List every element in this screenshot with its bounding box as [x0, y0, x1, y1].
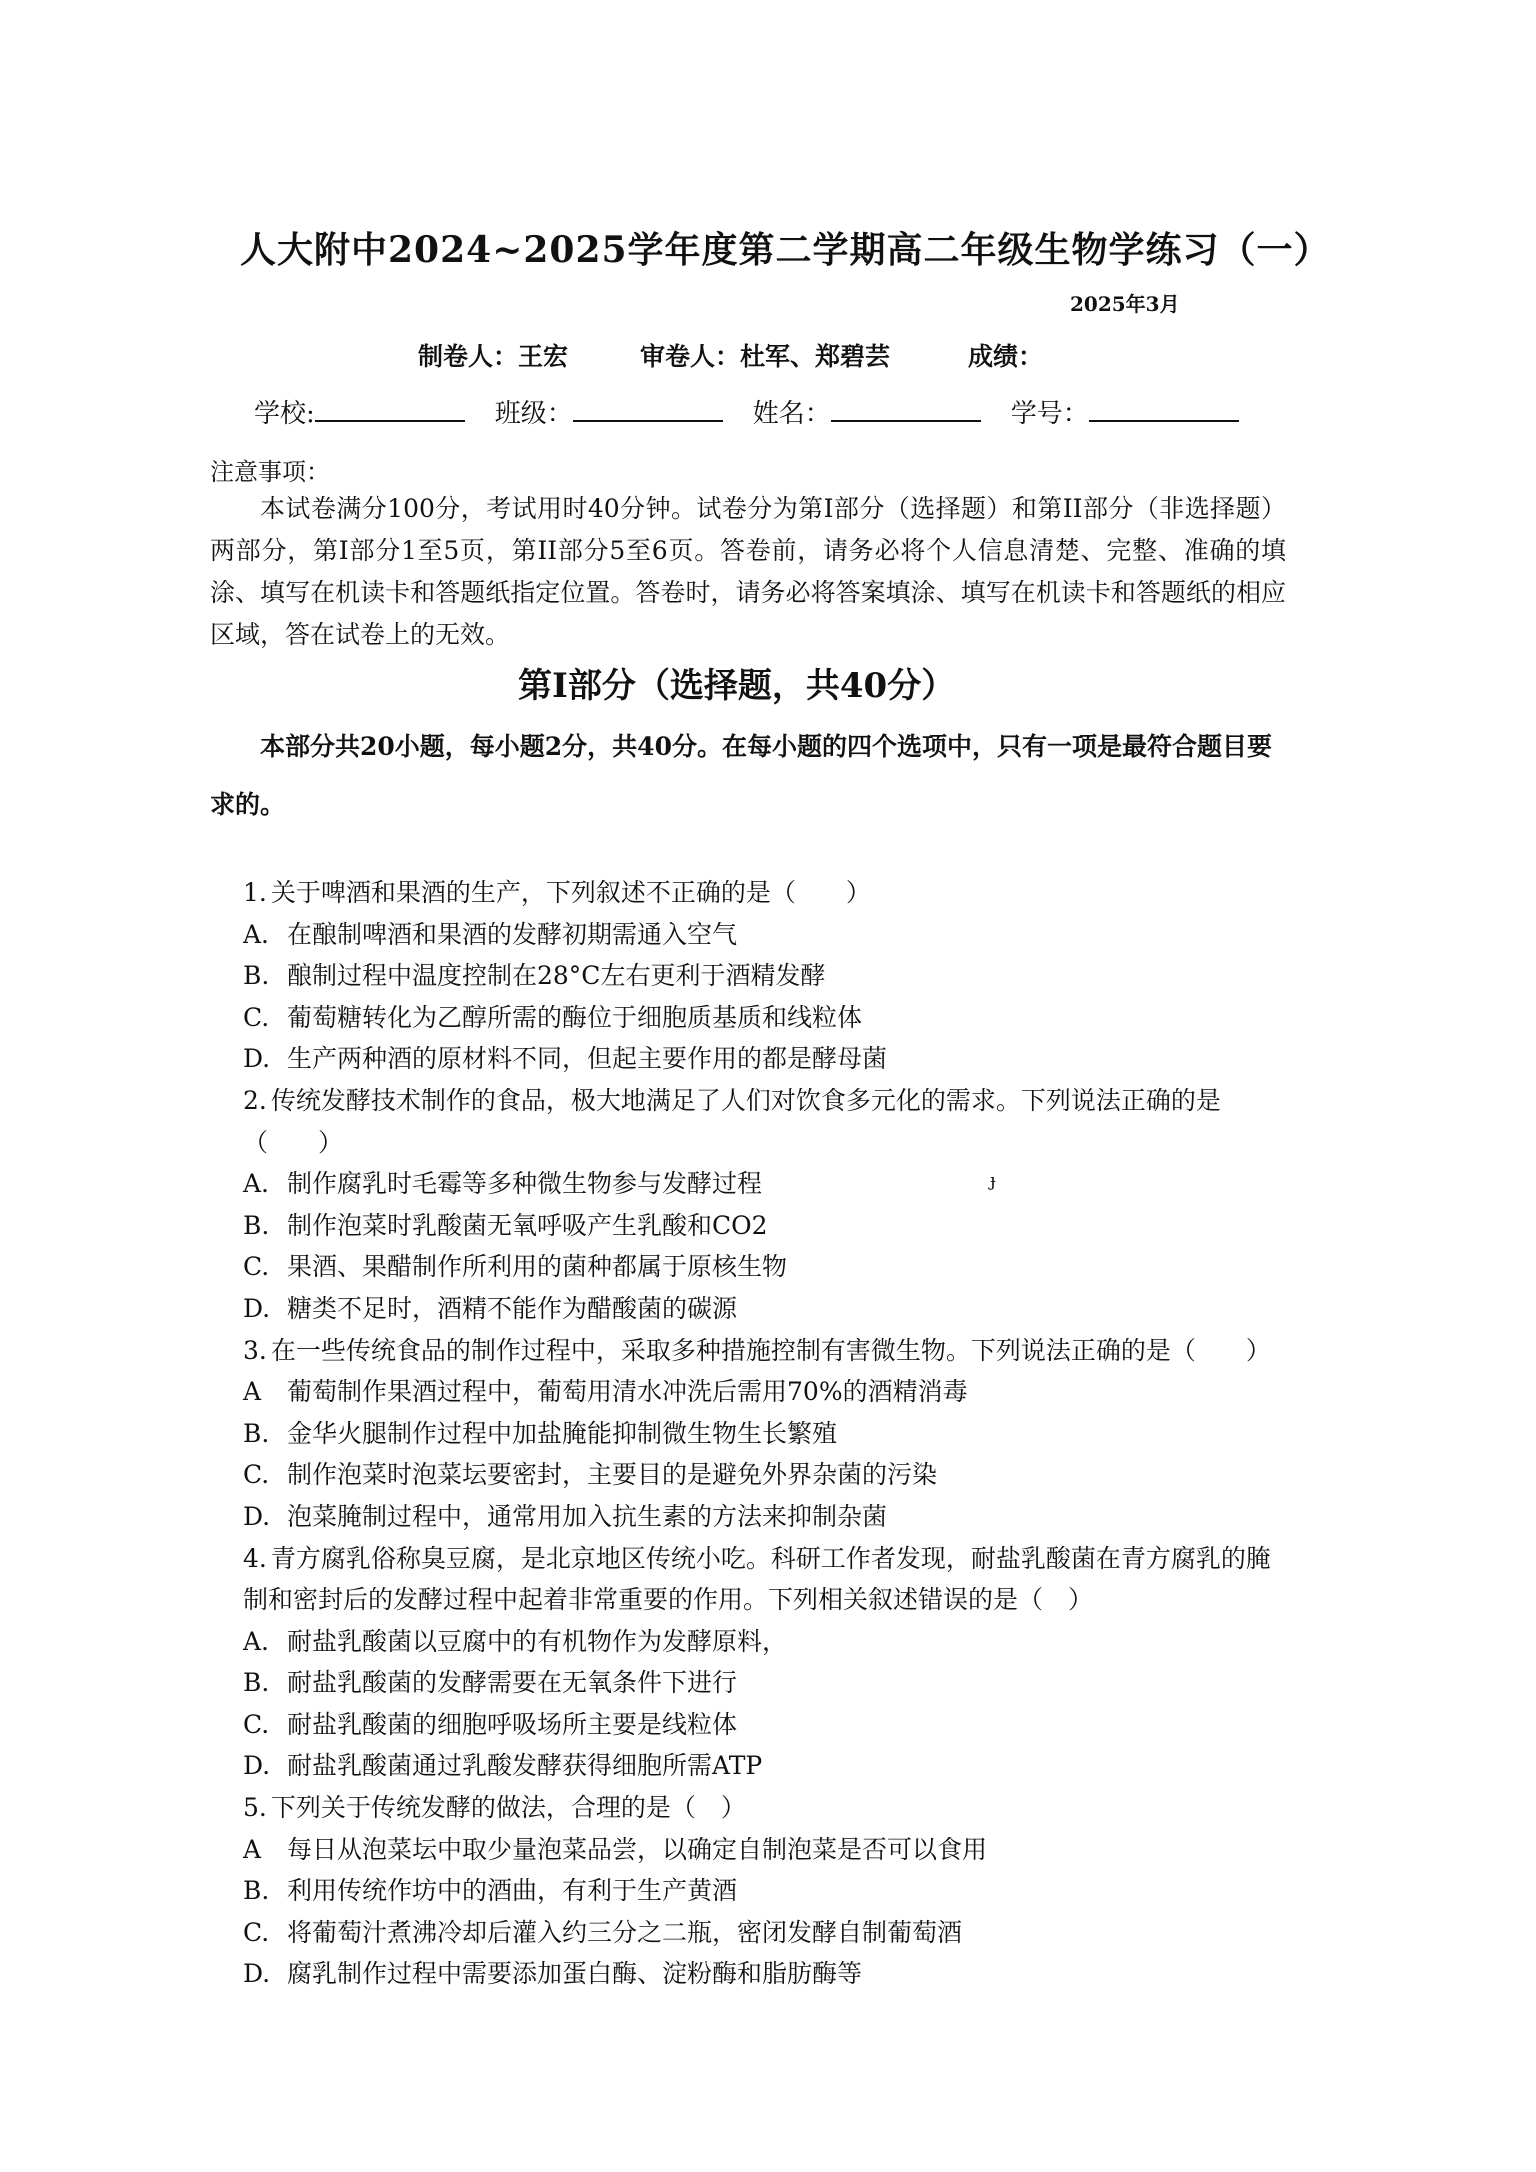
option-1 — [243, 1371, 1283, 1413]
question-list — [243, 872, 1283, 1995]
student-id-field: 学号： — [1011, 393, 1269, 430]
option-text: 葡萄制作果酒过程中，葡萄用清水冲洗后需用70%的酒精消毒 — [287, 1377, 968, 1407]
school-field: 学校: — [254, 393, 495, 430]
question-number: 1. — [243, 878, 267, 907]
option-letter: C. — [243, 1709, 270, 1739]
question-2 — [243, 1080, 1283, 1330]
question-3 — [243, 1330, 1283, 1538]
option-text: 利用传统作坊中的酒曲，有利于生产黄酒 — [287, 1876, 738, 1906]
class-blank — [573, 396, 723, 422]
question-text: 青方腐乳俗称臭豆腐，是北京地区传统小吃。科研工作者发现，耐盐乳酸菌在青方腐乳的腌制和密封后的发酵过程中起着非常重要的作用。下列相关叙述错误的是（ ） — [243, 1543, 1271, 1615]
option-text: 耐盐乳酸菌通过乳酸发酵获得细胞所需ATP — [287, 1751, 763, 1781]
option-3 — [243, 1912, 1283, 1954]
option-1 — [243, 914, 1283, 956]
option-2 — [243, 1870, 1283, 1912]
option-3 — [243, 1704, 1283, 1746]
option-letter: A. — [243, 1169, 270, 1199]
class-field: 班级： — [495, 393, 753, 430]
question-text: 下列关于传统发酵的做法，合理的是（ ） — [270, 1793, 746, 1823]
option-text: 葡萄糖转化为乙醇所需的酶位于细胞质基质和线粒体 — [287, 1002, 863, 1032]
question-text: 传统发酵技术制作的食品，极大地满足了人们对饮食多元化的需求。下列说法正确的是（ ） — [243, 1085, 1221, 1157]
option-letter: D. — [243, 1959, 271, 1989]
option-letter: B. — [243, 961, 270, 991]
option-text: 果酒、果醋制作所利用的菌种都属于原核生物 — [287, 1252, 788, 1282]
option-3 — [243, 1454, 1283, 1496]
option-text: 糖类不足时，酒精不能作为醋酸菌的碳源 — [287, 1293, 738, 1323]
option-letter: A. — [243, 919, 270, 949]
notice-heading: 注意事项： — [210, 458, 330, 486]
option-4 — [243, 1496, 1283, 1538]
option-letter: A — [243, 1834, 262, 1864]
exam-title: 人大附中2024~2025学年度第二学期高二年级生物学练习（一） — [240, 229, 1331, 271]
question-stem — [243, 1330, 1283, 1372]
option-letter: B. — [243, 1210, 270, 1240]
option-3 — [243, 997, 1283, 1039]
option-letter: A. — [243, 1626, 270, 1656]
maker: 制卷人：王宏 — [418, 342, 569, 371]
option-letter: A — [243, 1377, 262, 1407]
option-2 — [243, 1413, 1283, 1455]
option-letter: D. — [243, 1044, 271, 1074]
question-number: 5. — [243, 1793, 267, 1823]
option-letter: C. — [243, 1917, 270, 1947]
question-5 — [243, 1787, 1283, 1995]
option-letter: D. — [243, 1293, 271, 1323]
option-text: 将葡萄汁煮沸冷却后灌入约三分之二瓶，密闭发酵自制葡萄酒 — [287, 1917, 963, 1947]
option-text: 每日从泡菜坛中取少量泡菜品尝，以确定自制泡菜是否可以食用 — [287, 1834, 988, 1864]
option-text: 金华火腿制作过程中加盐腌能抑制微生物生长繁殖 — [287, 1418, 838, 1448]
option-1 — [243, 1829, 1283, 1871]
option-text: 在酿制啤酒和果酒的发酵初期需通入空气 — [287, 919, 738, 949]
question-stem — [243, 1787, 1283, 1829]
option-letter: B. — [243, 1876, 270, 1906]
option-text: 腐乳制作过程中需要添加蛋白酶、淀粉酶和脂肪酶等 — [287, 1959, 863, 1989]
student-info-row — [254, 393, 1269, 430]
question-stem — [243, 1080, 1283, 1163]
option-letter: B. — [243, 1418, 270, 1448]
option-1 — [243, 1163, 1283, 1205]
question-4 — [243, 1538, 1283, 1788]
option-letter: C. — [243, 1002, 270, 1032]
option-text: 制作腐乳时毛霉等多种微生物参与发酵过程 — [287, 1169, 763, 1199]
question-number: 3. — [243, 1335, 267, 1365]
option-4 — [243, 1038, 1283, 1080]
makers-line — [418, 337, 1043, 373]
question-text: 关于啤酒和果酒的生产，下列叙述不正确的是（ ） — [270, 878, 871, 907]
question-stem — [243, 1538, 1283, 1621]
notice-body: 本试卷满分100分，考试用时40分钟。试卷分为第I部分（选择题）和第II部分（非选择题）两部分，第I部分1至5页，第II部分5至6页。答卷前，请务必将个人信息清楚、完整、准确的填涂、填写在机读卡和答题纸指定位置。答卷时，请务必将答案填涂、填写在机读卡和答题纸的相应区域，答在试卷上的无效。 — [210, 494, 1286, 649]
option-text: 制作泡菜时乳酸菌无氧呼吸产生乳酸和CO2 — [287, 1210, 768, 1240]
name-blank — [831, 396, 981, 422]
option-1 — [243, 1621, 1283, 1663]
reviewer: 审卷人：杜军、郑碧芸 — [640, 342, 891, 371]
option-4 — [243, 1288, 1283, 1330]
option-3 — [243, 1246, 1283, 1288]
option-2 — [243, 955, 1283, 997]
option-2 — [243, 1662, 1283, 1704]
option-letter: D. — [243, 1501, 271, 1531]
question-number: 2. — [243, 1085, 267, 1115]
school-blank — [315, 396, 465, 422]
option-text: 制作泡菜时泡菜坛要密封，主要目的是避免外界杂菌的污染 — [287, 1460, 938, 1490]
option-text: 生产两种酒的原材料不同，但起主要作用的都是酵母菌 — [287, 1044, 888, 1074]
exam-date: 2025年3月 — [1070, 292, 1180, 316]
option-text: 耐盐乳酸菌的细胞呼吸场所主要是线粒体 — [287, 1709, 738, 1739]
section-title: 第I部分（选择题，共40分） — [518, 666, 956, 706]
question-number: 4. — [243, 1543, 267, 1573]
option-2 — [243, 1205, 1283, 1247]
option-letter: C. — [243, 1252, 270, 1282]
student-id-blank — [1089, 396, 1239, 422]
section-description: 本部分共20小题，每小题2分，共40分。在每小题的四个选项中，只有一项是最符合题目要求的。 — [210, 732, 1272, 819]
option-letter: B. — [243, 1668, 270, 1698]
option-4 — [243, 1953, 1283, 1995]
question-text: 在一些传统食品的制作过程中，采取多种措施控制有害微生物。下列说法正确的是（ ） — [270, 1335, 1271, 1365]
option-4 — [243, 1745, 1283, 1787]
option-letter: D. — [243, 1751, 271, 1781]
question-stem — [243, 872, 1283, 914]
option-text: 耐盐乳酸菌以豆腐中的有机物作为发酵原料， — [287, 1626, 788, 1656]
name-field: 姓名： — [753, 393, 1011, 430]
option-letter: C. — [243, 1460, 270, 1490]
option-text: 泡菜腌制过程中，通常用加入抗生素的方法来抑制杂菌 — [287, 1501, 888, 1531]
question-1 — [243, 872, 1283, 1080]
score-label: 成绩： — [968, 342, 1044, 371]
stray-mark: ɟ — [990, 1170, 996, 1191]
option-text: 耐盐乳酸菌的发酵需要在无氧条件下进行 — [287, 1668, 738, 1698]
option-text: 酿制过程中温度控制在28°C左右更利于酒精发酵 — [287, 961, 826, 991]
